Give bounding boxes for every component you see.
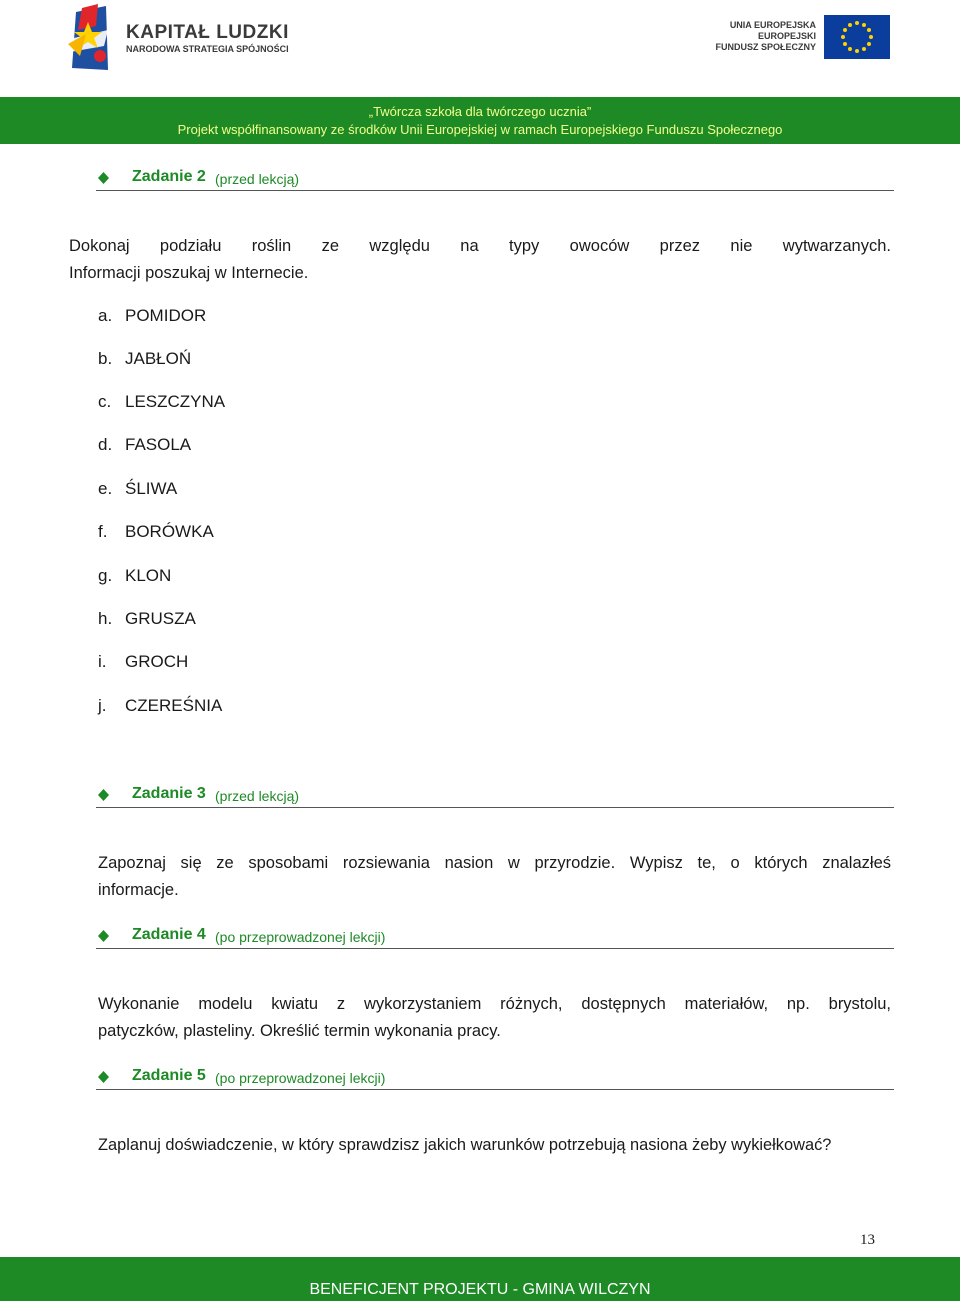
- task-text-line: Wykonanie modelu kwiatu z wykorzystaniem różnych, dostępnych materiałów, np. brystolu,: [98, 995, 891, 1013]
- eu-line-2: EUROPEJSKI: [757, 31, 816, 41]
- task-5-text: [98, 1132, 898, 1159]
- task-5-header: [96, 1067, 894, 1090]
- list-item: c. LESZCZYNA: [98, 392, 226, 411]
- eu-line-3: FUNDUSZ SPOŁECZNY: [715, 42, 816, 52]
- list-item: e. ŚLIWA: [98, 479, 178, 498]
- task-4-header: [96, 926, 894, 949]
- task-note: (przed lekcją): [215, 788, 300, 804]
- task-title: Zadanie 4: [132, 926, 206, 943]
- task-2-text: [69, 233, 891, 287]
- project-subtitle: Projekt współfinansowany ze środków Unii Europejskiej w ramach Europejskiego Funduszu Społecznego: [177, 122, 783, 137]
- task-text-line: Zapoznaj się ze sposobami rozsiewania nasion w przyrodzie. Wypisz te, o których znalazłeś: [98, 854, 891, 872]
- project-title: „Twórcza szkoła dla twórczego ucznia”: [368, 104, 592, 119]
- task-2-header: [96, 168, 894, 191]
- list-item: h. GRUSZA: [98, 609, 196, 628]
- footer-text: BENEFICJENT PROJEKTU - GMINA WILCZYN: [309, 1281, 651, 1298]
- task-3-text: [98, 850, 891, 904]
- list-item: g. KLON: [98, 566, 172, 585]
- logo-title: KAPITAŁ LUDZKI: [126, 22, 289, 43]
- task-title: Zadanie 2: [132, 168, 206, 185]
- eu-line-1: UNIA EUROPEJSKA: [729, 20, 816, 30]
- task-title: Zadanie 3: [132, 785, 206, 802]
- task-text-line: informacje.: [98, 881, 179, 899]
- list-item: i. GROCH: [98, 652, 189, 671]
- diamond-bullet-icon: [98, 930, 109, 942]
- diamond-bullet-icon: [98, 172, 109, 184]
- logo-subtitle: NARODOWA STRATEGIA SPÓJNOŚCI: [126, 44, 289, 54]
- eu-logo-text: [700, 20, 816, 53]
- list-item: f. BORÓWKA: [98, 522, 214, 541]
- list-item: j. CZEREŚNIA: [98, 696, 223, 715]
- diamond-bullet-icon: [98, 789, 109, 801]
- task-note: (po przeprowadzonej lekcji): [215, 1070, 386, 1086]
- task-4-text: [98, 991, 891, 1045]
- diamond-bullet-icon: [98, 1071, 109, 1083]
- task-note: (po przeprowadzonej lekcji): [215, 929, 386, 945]
- task-text-line: Zaplanuj doświadczenie, w który sprawdzisz jakich warunków potrzebują nasiona żeby wykiełkować?: [98, 1136, 832, 1154]
- page-number: 13: [860, 1232, 875, 1248]
- list-item: b. JABŁOŃ: [98, 349, 192, 368]
- task-title: Zadanie 5: [132, 1067, 206, 1084]
- task-text-line: Dokonaj podziału roślin ze względu na typy owoców przez nie wytwarzanych.: [69, 237, 891, 255]
- task-text-line: patyczków, plasteliny. Określić termin wykonania pracy.: [98, 1022, 501, 1040]
- task-3-header: [96, 785, 894, 808]
- task-note: (przed lekcją): [215, 171, 300, 187]
- task-text-line: Informacji poszukaj w Internecie.: [69, 264, 309, 282]
- list-item: a. POMIDOR: [98, 306, 207, 325]
- eu-flag-icon: [824, 15, 890, 59]
- list-item: d. FASOLA: [98, 435, 192, 454]
